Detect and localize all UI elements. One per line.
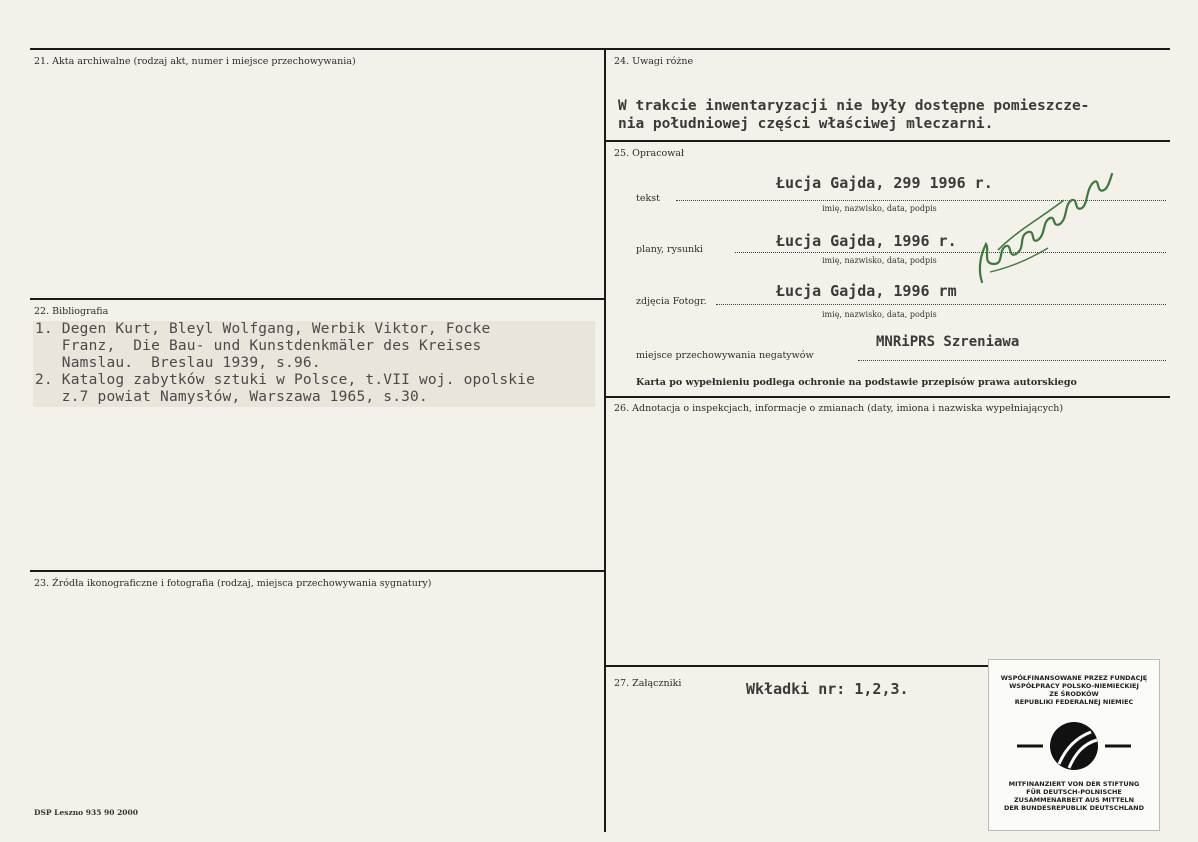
section-25-label: 25. Opracował (614, 148, 685, 159)
stamp-bottom-text: MITFINANZIERT VON DER STIFTUNG FÜR DEUTSCH-POLNISCHE ZUSAMMENARBEIT AUS MITTELN DER BUNDESREPUBLIK DEUTSCHLAND (1003, 780, 1145, 812)
funding-stamp (988, 659, 1160, 831)
remarks-text-line: W trakcie inwentaryzacji nie były dostępne pomieszcze- (618, 98, 1090, 114)
rule-24-25 (604, 140, 1170, 142)
rule-25-26 (604, 396, 1170, 398)
tekst-label: tekst (636, 193, 660, 204)
plany-caption: imię, nazwisko, data, podpis (822, 256, 937, 265)
foundation-logo-icon (1017, 720, 1131, 772)
section-26-label: 26. Adnotacja o inspekcjach, informacje o zmianach (daty, imiona i nazwiska wypełniających) (614, 403, 1064, 414)
tekst-value: Łucja Gajda, 299 1996 r. (776, 174, 993, 192)
top-rule (30, 48, 1170, 50)
stamp-top-text: WSPÓŁFINANSOWANE PRZEZ FUNDACJĘ WSPÓŁPRACY POLSKO-NIEMIECKIEJ ZE ŚRODKÓW REPUBLIKI FEDERALNEJ NIEMIEC (1000, 674, 1148, 706)
section-27-label: 27. Załączniki (614, 678, 682, 689)
center-divider (604, 48, 606, 832)
plany-label: plany, rysunki (636, 244, 703, 255)
zdjecia-value: Łucja Gajda, 1996 rm (776, 282, 957, 300)
bibliography-line: z.7 powiat Namysłów, Warszawa 1965, s.30. (35, 389, 428, 405)
bibliography-paste-slip (33, 321, 595, 407)
bibliography-line: 1. Degen Kurt, Bleyl Wolfgang, Werbik Viktor, Focke (35, 321, 491, 337)
rule-21-22 (30, 298, 604, 300)
zdjecia-caption: imię, nazwisko, data, podpis (822, 310, 937, 319)
zdjecia-label: zdjęcia Fotogr. (636, 296, 707, 307)
section-21-label: 21. Akta archiwalne (rodzaj akt, numer i miejsce przechowywania) (34, 56, 356, 67)
bibliography-line: 2. Katalog zabytków sztuki w Polsce, t.VII woj. opolskie (35, 372, 536, 388)
remarks-text-line: nia południowej części właściwej mleczarni. (618, 116, 994, 132)
negatywy-label: miejsce przechowywania negatywów (636, 350, 814, 361)
plany-value: Łucja Gajda, 1996 r. (776, 232, 957, 250)
negatywy-dotted-line (858, 360, 1166, 361)
section-23-label: 23. Źródła ikonograficzne i fotografia (rodzaj, miejsca przechowywania sygnatury) (34, 578, 432, 589)
print-info: DSP Leszno 935 90 2000 (34, 808, 138, 817)
copyright-note: Karta po wypełnieniu podlega ochronie na podstawie przepisów prawa autorskiego (636, 377, 1077, 388)
rule-22-23 (30, 570, 604, 572)
tekst-caption: imię, nazwisko, data, podpis (822, 204, 937, 213)
section-24-label: 24. Uwagi różne (614, 56, 694, 67)
negatywy-value: MNRiPRS Szreniawa (876, 334, 1020, 350)
zdjecia-dotted-line (716, 304, 1166, 305)
bibliography-line: Franz, Die Bau- und Kunstdenkmäler des Kreises (35, 338, 482, 354)
rule-26-27 (604, 665, 988, 667)
bibliography-line: Namslau. Breslau 1939, s.96. (35, 355, 321, 371)
section-22-label: 22. Bibliografia (34, 306, 109, 317)
attachments-value: Wkładki nr: 1,2,3. (746, 680, 909, 698)
handwritten-signature-icon (968, 160, 1118, 290)
